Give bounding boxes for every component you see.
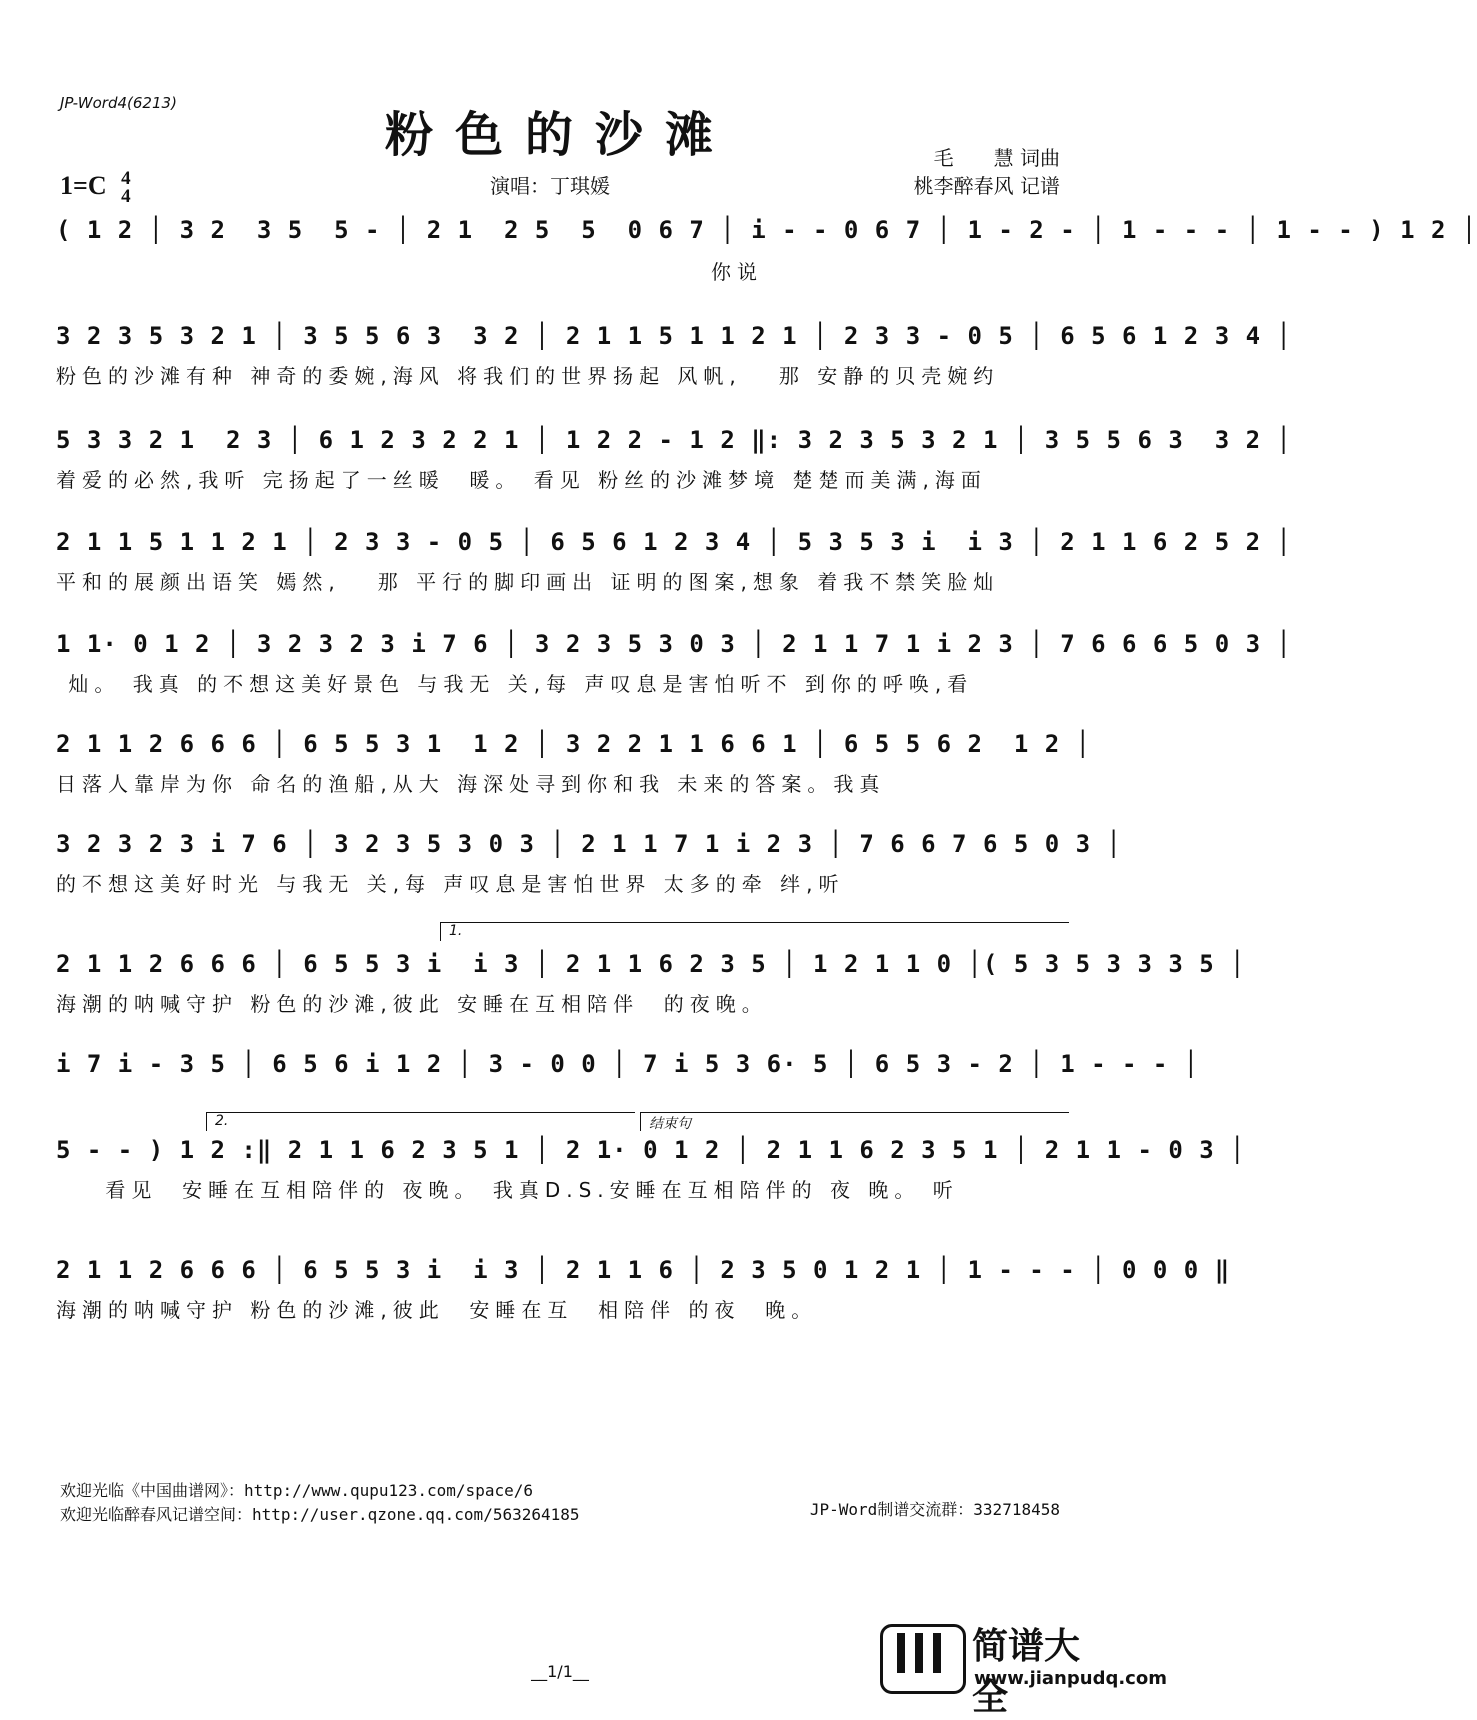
- piano-icon: [880, 1624, 966, 1694]
- lyrics-row-2: 粉色的沙滩有种 神奇的委婉,海风 将我们的世界扬起 风帆, 那 安静的贝壳婉约: [56, 364, 1000, 388]
- site-logo: [880, 1618, 1167, 1718]
- software-tag: JP-Word4(6213): [60, 94, 177, 112]
- notation-row-4: 2 1 1 5 1 1 2 1 │ 2 3 3 - 0 5 │ 6 5 6 1 2 3 4 │ 5 3 5 3 i i 3 │ 2 1 1 6 2 5 2 │: [56, 528, 1292, 556]
- lyrics-row-8: 海潮的呐喊守护 粉色的沙滩,彼此 安睡在互相陪伴 的夜晚。: [56, 992, 768, 1016]
- notation-row-5: 1 1· 0 1 2 │ 3 2 3 2 3 i 7 6 │ 3 2 3 5 3 0 3 │ 2 1 1 7 1 i 2 3 │ 7 6 6 6 5 0 3 │: [56, 630, 1292, 658]
- lyrics-row-3: 着爱的必然,我听 完扬起了一丝暖 暖。 看见 粉丝的沙滩梦境 楚楚而美满,海面: [56, 468, 987, 492]
- lyrics-row-6: 日落人靠岸为你 命名的渔船,从大 海深处寻到你和我 未来的答案。我真: [56, 772, 886, 796]
- notation-row-3: 5 3 3 2 1 2 3 │ 6 1 2 3 2 2 1 │ 1 2 2 - 1 2 ‖: 3 2 3 5 3 2 1 │ 3 5 5 6 3 3 2 │: [56, 426, 1292, 454]
- key-signature: [60, 170, 131, 206]
- notation-row-8: 2 1 1 2 6 6 6 │ 6 5 5 3 i i 3 │ 2 1 1 6 2 3 5 │ 1 2 1 1 0 │( 5 3 5 3 3 3 5 │: [56, 950, 1246, 978]
- footer-group: JP-Word制谱交流群：332718458: [809, 1500, 1060, 1519]
- time-sig-top: 4: [121, 168, 131, 189]
- logo-url: www.jianpudq.com: [974, 1668, 1167, 1689]
- lyricist-composer: 毛 慧 词曲: [933, 146, 1060, 170]
- footer-link-qupu: 欢迎光临《中国曲谱网》：http://www.qupu123.com/space/6: [60, 1481, 533, 1500]
- notation-row-11: 2 1 1 2 6 6 6 │ 6 5 5 3 i i 3 │ 2 1 1 6 │ 2 3 5 0 1 2 1 │ 1 - - - │ 0 0 0 ‖: [56, 1256, 1231, 1284]
- time-sig-bottom: 4: [121, 186, 131, 207]
- lyrics-row-7: 的不想这美好时光 与我无 关,每 声叹息是害怕世界 太多的牵 绊,听: [56, 872, 845, 896]
- singer: 演唱：丁琪媛: [490, 174, 610, 198]
- notation-row-6: 2 1 1 2 6 6 6 │ 6 5 5 3 1 1 2 │ 3 2 2 1 1 6 6 1 │ 6 5 5 6 2 1 2 │: [56, 730, 1092, 758]
- lyrics-row-4: 平和的展颜出语笑 嫣然, 那 平行的脚印画出 证明的图案,想象 着我不禁笑脸灿: [56, 570, 1000, 594]
- logo-text: 简谱大全: [972, 1626, 1081, 1718]
- key-label: 1=C: [60, 170, 107, 200]
- time-signature: [121, 170, 131, 206]
- notation-row-2: 3 2 3 5 3 2 1 │ 3 5 5 6 3 3 2 │ 2 1 1 5 1 1 2 1 │ 2 3 3 - 0 5 │ 6 5 6 1 2 3 4 │: [56, 322, 1292, 350]
- page-number: __1/1__: [531, 1662, 589, 1681]
- lyrics-row-10: 看见 安睡在互相陪伴的 夜晚。 我真D.S.安睡在互相陪伴的 夜 晚。 听: [56, 1178, 959, 1202]
- lyrics-row-11: 海潮的呐喊守护 粉色的沙滩,彼此 安睡在互 相陪伴 的夜 晚。: [56, 1298, 818, 1322]
- piano-key: [897, 1633, 905, 1673]
- piano-key: [915, 1633, 923, 1673]
- notation-row-1: ( 1 2 │ 3 2 3 5 5 - │ 2 1 2 5 5 0 6 7 │ i - - 0 6 7 │ 1 - 2 - │ 1 - - - │ 1 - - ) 1 2 │: [56, 216, 1477, 244]
- notation-row-10: 5 - - ) 1 2 :‖ 2 1 1 6 2 3 5 1 │ 2 1· 0 1 2 │ 2 1 1 6 2 3 5 1 │ 2 1 1 - 0 3 │: [56, 1136, 1246, 1164]
- lyrics-row-1: 你说: [56, 260, 763, 284]
- transcriber: 桃李醉春风 记谱: [913, 174, 1060, 198]
- volta-first: 1.: [440, 922, 1069, 941]
- footer-link-qzone: 欢迎光临醉春风记谱空间：http://user.qzone.qq.com/563264185: [60, 1505, 580, 1524]
- song-title: 粉色的沙滩: [384, 107, 735, 163]
- lyrics-row-5: 灿。 我真 的不想这美好景色 与我无 关,每 声叹息是害怕听不 到你的呼唤,看: [56, 672, 974, 696]
- notation-row-7: 3 2 3 2 3 i 7 6 │ 3 2 3 5 3 0 3 │ 2 1 1 7 1 i 2 3 │ 7 6 6 7 6 5 0 3 │: [56, 830, 1122, 858]
- piano-key: [933, 1633, 941, 1673]
- volta-ending: 结束句: [640, 1112, 1069, 1131]
- volta-second: 2.: [206, 1112, 635, 1131]
- notation-row-9: i 7 i - 3 5 │ 6 5 6 i 1 2 │ 3 - 0 0 │ 7 i 5 3 6· 5 │ 6 5 3 - 2 │ 1 - - - │: [56, 1050, 1200, 1078]
